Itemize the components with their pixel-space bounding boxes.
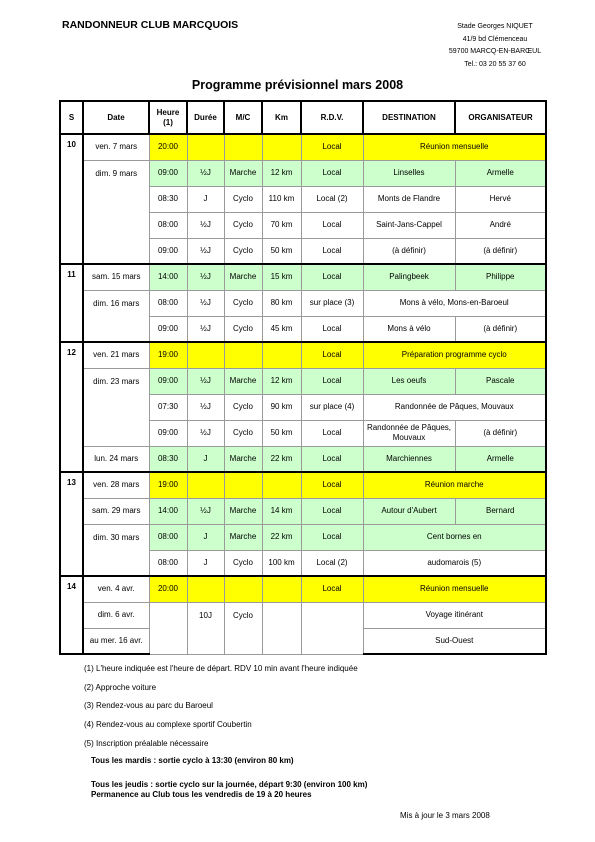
- schedule-table: [59, 100, 547, 655]
- row-mc: Marche: [224, 524, 262, 550]
- row-km: 22 km: [262, 524, 301, 550]
- club-name: RANDONNEUR CLUB MARCQUOIS: [62, 19, 239, 31]
- row-rdv: Local: [301, 160, 363, 186]
- col-heure: Heure (1): [149, 101, 187, 134]
- row-rdv: sur place (3): [301, 290, 363, 316]
- row-km: 14 km: [262, 498, 301, 524]
- row-km: 12 km: [262, 160, 301, 186]
- row-mc: Marche: [224, 160, 262, 186]
- row-organisateur: (à définir): [455, 420, 546, 446]
- row-km: 45 km: [262, 316, 301, 342]
- row-organisateur: Bernard: [455, 498, 546, 524]
- row-mc: Marche: [224, 368, 262, 394]
- row-km: 110 km: [262, 186, 301, 212]
- activity-line: Tous les jeudis : sortie cyclo sur la journée, départ 9:30 (environ 100 km): [91, 779, 368, 789]
- row-heure: 14:00: [149, 498, 187, 524]
- row-mc: Marche: [224, 264, 262, 290]
- row-km: [262, 472, 301, 498]
- row-destination: Réunion mensuelle: [363, 134, 546, 160]
- row-heure: 08:00: [149, 290, 187, 316]
- row-rdv: Local (2): [301, 550, 363, 576]
- table-row: [60, 446, 546, 472]
- row-destination: Autour d'Aubert: [363, 498, 455, 524]
- row-organisateur: Hervé: [455, 186, 546, 212]
- row-duree: [187, 134, 224, 160]
- row-destination: Cent bornes en: [363, 524, 546, 550]
- row-mc: [224, 342, 262, 368]
- col-rdv: R.D.V.: [301, 101, 363, 134]
- row-destination: Voyage itinérant: [363, 602, 546, 628]
- row-heure: 08:00: [149, 212, 187, 238]
- club-address: [435, 21, 555, 71]
- row-mc: [224, 134, 262, 160]
- row-destination: Mons à vélo, Mons-en-Baroeul: [363, 290, 546, 316]
- header-row: [60, 101, 546, 134]
- row-rdv: Local: [301, 238, 363, 264]
- activity-line: Permanence au Club tous les vendredis de 19 à 20 heures: [91, 790, 312, 799]
- row-destination: audomarois (5): [363, 550, 546, 576]
- row-organisateur: Philippe: [455, 264, 546, 290]
- col-organisateur: ORGANISATEUR: [455, 101, 546, 134]
- row-mc: Cyclo: [224, 550, 262, 576]
- row-destination: Marchiennes: [363, 446, 455, 472]
- row-mc: Cyclo: [224, 420, 262, 446]
- row-km: 50 km: [262, 420, 301, 446]
- row-destination: (à définir): [363, 238, 455, 264]
- col-km: Km: [262, 101, 301, 134]
- col-destination: DESTINATION: [363, 101, 455, 134]
- row-heure: [149, 602, 187, 654]
- row-heure: 08:30: [149, 186, 187, 212]
- row-rdv: sur place (4): [301, 394, 363, 420]
- row-date: dim. 6 avr.: [83, 602, 149, 628]
- col-s: S: [60, 101, 83, 134]
- row-mc: Cyclo: [224, 186, 262, 212]
- week-number: 13: [60, 472, 83, 576]
- row-date: dim. 16 mars: [83, 290, 149, 342]
- footnote: (4) Rendez-vous au complexe sportif Coubertin: [84, 720, 252, 730]
- row-heure: 09:00: [149, 238, 187, 264]
- row-heure: 08:00: [149, 550, 187, 576]
- row-rdv: Local: [301, 316, 363, 342]
- page-title: Programme prévisionnel mars 2008: [191, 78, 404, 92]
- row-destination: Mons à vélo: [363, 316, 455, 342]
- row-destination: Préparation programme cyclo: [363, 342, 546, 368]
- row-destination: Réunion mensuelle: [363, 576, 546, 602]
- row-date: dim. 9 mars: [83, 160, 149, 264]
- col-date: Date: [83, 101, 149, 134]
- row-km: 90 km: [262, 394, 301, 420]
- row-duree: ½J: [187, 212, 224, 238]
- footnote: (2) Approche voiture: [84, 682, 157, 692]
- row-heure: 19:00: [149, 342, 187, 368]
- table-row: [60, 368, 546, 394]
- row-mc: Cyclo: [224, 394, 262, 420]
- row-date: ven. 7 mars: [83, 134, 149, 160]
- row-destination: Monts de Flandre: [363, 186, 455, 212]
- row-mc: Cyclo: [224, 290, 262, 316]
- row-mc: Cyclo: [224, 238, 262, 264]
- row-rdv: Local: [301, 134, 363, 160]
- row-organisateur: Pascale: [455, 368, 546, 394]
- row-mc: Cyclo: [224, 316, 262, 342]
- update-date: Mis à jour le 3 mars 2008: [400, 811, 490, 820]
- row-date: sam. 15 mars: [83, 264, 149, 290]
- row-mc: Marche: [224, 446, 262, 472]
- row-km: 50 km: [262, 238, 301, 264]
- activity-line: Tous les mardis : sortie cyclo à 13:30 (environ 80 km): [91, 756, 294, 765]
- row-organisateur: Armelle: [455, 160, 546, 186]
- footnote: (1) L'heure indiquée est l'heure de départ. RDV 10 min avant l'heure indiquée: [84, 664, 358, 673]
- row-destination: Réunion marche: [363, 472, 546, 498]
- footnote: (3) Rendez-vous au parc du Baroeul: [84, 701, 213, 711]
- row-date: ven. 21 mars: [83, 342, 149, 368]
- row-rdv: Local: [301, 368, 363, 394]
- row-duree: [187, 342, 224, 368]
- row-km: [262, 134, 301, 160]
- row-date: au mer. 16 avr.: [83, 628, 149, 654]
- row-organisateur: (à définir): [455, 238, 546, 264]
- row-duree: ½J: [187, 264, 224, 290]
- row-duree: ½J: [187, 394, 224, 420]
- row-rdv: Local: [301, 524, 363, 550]
- row-heure: 20:00: [149, 576, 187, 602]
- week-number: 12: [60, 342, 83, 472]
- week-number: 10: [60, 134, 83, 264]
- row-organisateur: (à définir): [455, 316, 546, 342]
- table-row: [60, 524, 546, 550]
- col-mc: M/C: [224, 101, 262, 134]
- row-heure: 14:00: [149, 264, 187, 290]
- row-destination: Randonnée de Pâques, Mouvaux: [363, 420, 455, 446]
- row-mc: [224, 576, 262, 602]
- row-heure: 09:00: [149, 160, 187, 186]
- row-heure: 20:00: [149, 134, 187, 160]
- row-duree: J: [187, 524, 224, 550]
- table-row: [60, 472, 546, 498]
- table-row: [60, 160, 546, 186]
- row-date: lun. 24 mars: [83, 446, 149, 472]
- row-km: [262, 576, 301, 602]
- row-rdv: [301, 602, 363, 654]
- row-km: [262, 602, 301, 654]
- address-line: 59700 MARCQ-EN-BARŒUL: [448, 48, 542, 55]
- address-line: Tel.: 03 20 55 37 60: [464, 60, 526, 68]
- row-heure: 19:00: [149, 472, 187, 498]
- table-row: [60, 342, 546, 368]
- row-rdv: Local: [301, 576, 363, 602]
- row-rdv: Local: [301, 212, 363, 238]
- table-row: [60, 264, 546, 290]
- footnote: (5) Inscription préalable nécessaire: [84, 738, 209, 748]
- row-destination: Linselles: [363, 160, 455, 186]
- row-destination: Randonnée de Pâques, Mouvaux: [363, 394, 546, 420]
- row-mc: Cyclo: [224, 212, 262, 238]
- row-km: 70 km: [262, 212, 301, 238]
- row-duree: 10J: [187, 602, 224, 654]
- row-date: ven. 28 mars: [83, 472, 149, 498]
- row-heure: 08:30: [149, 446, 187, 472]
- row-rdv: Local: [301, 446, 363, 472]
- row-mc: Cyclo: [224, 602, 262, 654]
- row-destination: Saint-Jans-Cappel: [363, 212, 455, 238]
- row-heure: 09:00: [149, 420, 187, 446]
- row-rdv: Local: [301, 498, 363, 524]
- row-destination: Les oeufs: [363, 368, 455, 394]
- row-heure: 09:00: [149, 316, 187, 342]
- footnotes: [84, 664, 358, 757]
- table-row: [60, 290, 546, 316]
- row-heure: 08:00: [149, 524, 187, 550]
- row-duree: ½J: [187, 498, 224, 524]
- row-duree: J: [187, 550, 224, 576]
- row-duree: J: [187, 446, 224, 472]
- row-rdv: Local: [301, 342, 363, 368]
- row-duree: ½J: [187, 160, 224, 186]
- table-row: [60, 498, 546, 524]
- regular-activities: [91, 756, 367, 801]
- row-duree: ½J: [187, 368, 224, 394]
- row-duree: ½J: [187, 290, 224, 316]
- row-duree: ½J: [187, 316, 224, 342]
- row-heure: 09:00: [149, 368, 187, 394]
- row-rdv: Local (2): [301, 186, 363, 212]
- address-line: 41/9 bd Clémenceau: [462, 35, 528, 43]
- table-row: [60, 602, 546, 628]
- row-duree: [187, 576, 224, 602]
- row-destination: Sud-Ouest: [363, 628, 546, 654]
- row-date: ven. 4 avr.: [83, 576, 149, 602]
- row-km: 15 km: [262, 264, 301, 290]
- row-duree: J: [187, 186, 224, 212]
- row-km: 100 km: [262, 550, 301, 576]
- row-date: sam. 29 mars: [83, 498, 149, 524]
- table-row: [60, 576, 546, 602]
- row-duree: ½J: [187, 238, 224, 264]
- row-km: [262, 342, 301, 368]
- row-organisateur: Armelle: [455, 446, 546, 472]
- row-rdv: Local: [301, 420, 363, 446]
- row-heure: 07:30: [149, 394, 187, 420]
- col-duree: Durée: [187, 101, 224, 134]
- row-rdv: Local: [301, 472, 363, 498]
- row-km: 80 km: [262, 290, 301, 316]
- row-duree: ½J: [187, 420, 224, 446]
- row-date: dim. 23 mars: [83, 368, 149, 446]
- row-destination: Palingbeek: [363, 264, 455, 290]
- week-number: 11: [60, 264, 83, 342]
- row-organisateur: André: [455, 212, 546, 238]
- address-line: Stade Georges NIQUET: [457, 23, 533, 30]
- row-km: 22 km: [262, 446, 301, 472]
- table-row: [60, 134, 546, 160]
- row-date: dim. 30 mars: [83, 524, 149, 576]
- row-mc: Marche: [224, 498, 262, 524]
- week-number: 14: [60, 576, 83, 654]
- row-duree: [187, 472, 224, 498]
- row-rdv: Local: [301, 264, 363, 290]
- row-km: 12 km: [262, 368, 301, 394]
- row-mc: [224, 472, 262, 498]
